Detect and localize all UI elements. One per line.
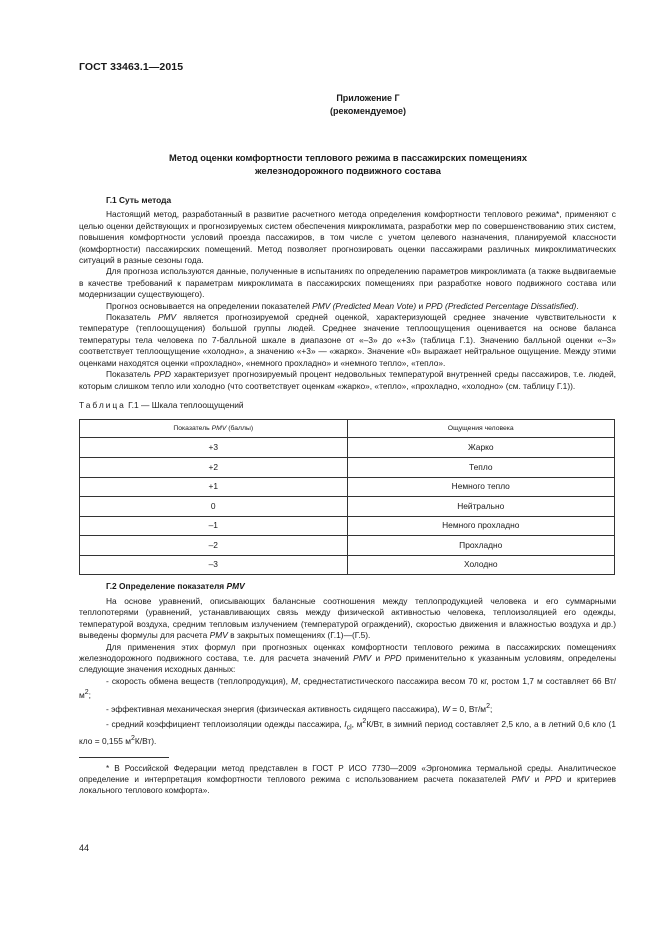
paragraph: Для прогноза используются данные, полученные в испытаниях по определению параметров микроклимата (а также выдвигаемые в качестве требований к параметрам микроклимата в пассажирских помещениях при разработке нового подвижного состава или модернизации существующего). [79,266,616,300]
footnote: * В Российской Федерации метод представлен в ГОСТ Р ИСО 7730—2009 «Эргономика термальной среды. Аналитическое определение и интерпретация комфортности теплового режима с использованием расчета показателей PMV и PPD и критериев локального теплового комфорта». [79,763,617,796]
main-content [79,195,616,796]
paragraph: На основе уравнений, описывающих балансные соотношения между теплопродукцией человека и его суммарными теплопотерями (уравнений, устанавливающих связь между физической активностью человека, теплоизоляцией его одежды, температурой воздуха, средним тепловым излучением (температурой ограждений), скоростью движения и влажностью воздуха и др.) выведены формулы для расчета PMV в закрытых помещениях (Г.1)—(Г.5). [79,595,616,641]
pmv-score: 0 [80,497,348,517]
table-row [80,497,615,517]
feeling: Тепло [347,457,615,477]
table-row [80,457,615,477]
page-number: 44 [79,843,90,853]
pmv-score: +1 [80,477,348,497]
appendix-status: (рекомендуемое) [330,106,406,116]
pmv-score: +3 [80,438,348,458]
appendix-heading [0,92,661,118]
title-line-1: Метод оценки комфортности теплового режима в пассажирских помещениях [168,153,527,163]
column-header-feeling: Ощущения человека [347,420,615,438]
list-item: - эффективная механическая энергия (физическая активность сидящего пассажира), W = 0, $Вт/м^2$; [106,703,493,715]
table-caption: Таблица Г.1 — Шкала теплоощущений [79,399,244,410]
footnote-divider [79,757,169,758]
feeling: Жарко [347,438,615,458]
table-row [80,438,615,458]
appendix-title [79,152,617,178]
thermal-sensation-table [79,419,615,575]
column-header-pmv: Показатель PMV (баллы) [80,420,348,438]
paragraph: Показатель PMV является прогнозируемой средней оценкой, характеризующей среднее значение чувствительности к температуре (теплоощущения) большой группы людей. Среднее значение теплоощущения оценивается на основе баланса температуры тела человека по 7-балльной шкале в диапазоне от «–3» до «+3» (таблица Г.1). Значению балльной оценки «–3» соответствует теплоощущение «холодно», а значению «+3» — «жарко». Значение «0» выражает нейтральное ощущение. Между этими оценками находятся оценки «прохладно», «немного прохладно» и «немного тепло», «тепло». [79,312,616,368]
table-row [80,536,615,556]
paragraph: Прогноз основывается на определении показателей PMV (Predicted Mean Vote) и PPD (Predicted Percentage Dissatisfied). [106,300,579,311]
document-id: ГОСТ 33463.1—2015 [79,61,184,73]
table-row [80,477,615,497]
paragraph: Показатель PPD характеризует прогнозируемый процент недовольных температурой внутренней среды пассажиров, т.е. людей, которым слишком тепло или холодно (что соответствует оценкам «жарко», «тепло», «прохладно, «холодно» (см. таблицу Г.1)). [79,369,616,391]
feeling: Прохладно [347,536,615,556]
feeling: Немного тепло [347,477,615,497]
pmv-score: –2 [80,536,348,556]
list-item: - средний коэффициент теплоизоляции одежды пассажира, $I_{cl}$, $м^2К/Вт$, в зимний период составляет 2,5 кло, а в летний 0,6 кло (1 кло = 0,155 $м^2К/Вт$). [79,717,616,747]
feeling: Холодно [347,555,615,575]
feeling: Нейтрально [347,497,615,517]
feeling: Немного прохладно [347,516,615,536]
paragraph: Настоящий метод, разработанный в развитие расчетного метода определения комфортности теплового режима*, применяют с целью оценки действующих и прогнозируемых систем обеспечения микроклимата, разработки мер по совершенствованию этих систем, повышения комфортности условий проезда пассажиров, в том числе с учетом целевого назначения, планируемой классности (комфортности) пассажирских помещений. Метод позволяет прогнозировать оценки пассажирами различных микроклиматических ситуаций в разные сезоны года. [79,209,616,266]
pmv-score: +2 [80,457,348,477]
title-line-2: железнодорожного подвижного состава [255,166,441,176]
appendix-label: Приложение Г [336,93,400,103]
section-1-heading: Г.1 Суть метода [106,195,172,205]
table-row [80,555,615,575]
pmv-score: –1 [80,516,348,536]
list-item: - скорость обмена веществ (теплопродукция), М, среднестатистического пассажира весом 70 кг, ростом 1,7 м составляет 66 $Вт/м^2$; [79,675,617,700]
pmv-score: –3 [80,555,348,575]
table-row [80,516,615,536]
section-2-heading: Г.2 Определение показателя PMV [106,581,245,592]
paragraph: Для применения этих формул при прогнозных оценках комфортности теплового режима в пассажирских помещениях железнодорожного подвижного состава, т.е. для расчета значений PMV и PPD применительно к указанным условиям, определены следующие значения исходных данных: [79,641,616,675]
